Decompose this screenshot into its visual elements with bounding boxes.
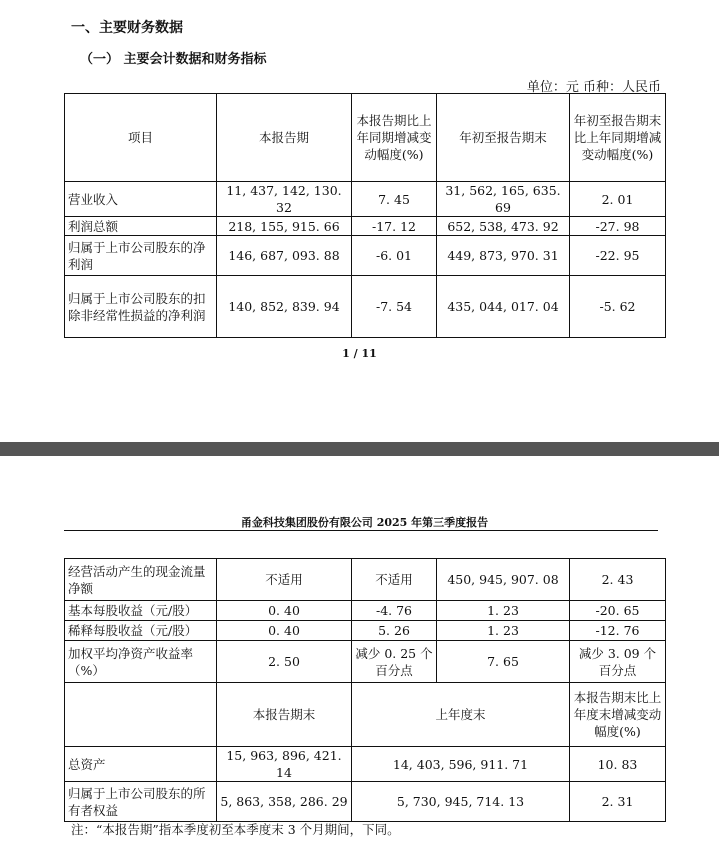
sub-header-period-end: 本报告期末 (217, 683, 352, 747)
row-label: 利润总额 (65, 217, 217, 236)
cell-value: 2. 31 (570, 782, 666, 822)
table-row (65, 236, 666, 276)
cell-value: 1. 23 (437, 601, 570, 621)
header-rule (64, 530, 658, 531)
row-label: 营业收入 (65, 182, 217, 217)
table-row (65, 276, 666, 338)
cell-value: 不适用 (352, 559, 437, 601)
financial-data-table-1 (64, 93, 666, 338)
header-current-change: 本报告期比上年同期增减变动幅度(%) (352, 94, 437, 182)
row-label: 经营活动产生的现金流量净额 (65, 559, 217, 601)
cell-value: 7. 65 (437, 641, 570, 683)
table-row (65, 559, 666, 601)
cell-value: 2. 01 (570, 182, 666, 217)
report-header: 甬金科技集团股份有限公司 2025 年第三季度报告 (240, 516, 489, 529)
section-title: 一、主要财务数据 (71, 20, 183, 36)
table-row (65, 182, 666, 217)
row-label: 归属于上市公司股东的净利润 (65, 236, 217, 276)
cell-value: 435, 044, 017. 04 (437, 276, 570, 338)
cell-value: 652, 538, 473. 92 (437, 217, 570, 236)
table-header-row (65, 94, 666, 182)
sub-header-change: 本报告期末比上年度末增减变动幅度(%) (570, 683, 666, 747)
cell-value: 5. 26 (352, 621, 437, 641)
cell-value: 10. 83 (570, 747, 666, 782)
cell-value: 140, 852, 839. 94 (217, 276, 352, 338)
cell-value: 31, 562, 165, 635. 69 (437, 182, 570, 217)
cell-value: 146, 687, 093. 88 (217, 236, 352, 276)
cell-value: 7. 45 (352, 182, 437, 217)
header-current-period: 本报告期 (217, 94, 352, 182)
header-ytd: 年初至报告期末 (437, 94, 570, 182)
cell-value: 减少 3. 09 个百分点 (570, 641, 666, 683)
subsection-title: （一） 主要会计数据和财务指标 (80, 52, 267, 67)
cell-value: -27. 98 (570, 217, 666, 236)
page-separator (0, 442, 719, 456)
row-label: 加权平均净资产收益率（%） (65, 641, 217, 683)
header-ytd-change: 年初至报告期末比上年同期增减变动幅度(%) (570, 94, 666, 182)
cell-value: -20. 65 (570, 601, 666, 621)
footnote: 注：“本报告期”指本季度初至本季度末 3 个月期间，下同。 (71, 822, 400, 837)
header-item: 项目 (65, 94, 217, 182)
row-label: 基本每股收益（元/股） (65, 601, 217, 621)
table-row (65, 217, 666, 236)
cell-value: -22. 95 (570, 236, 666, 276)
cell-value: 14, 403, 596, 911. 71 (352, 747, 570, 782)
cell-value: 11, 437, 142, 130. 32 (217, 182, 352, 217)
cell-value: 15, 963, 896, 421. 14 (217, 747, 352, 782)
cell-value: 449, 873, 970. 31 (437, 236, 570, 276)
row-label: 稀释每股收益（元/股） (65, 621, 217, 641)
cell-value: -4. 76 (352, 601, 437, 621)
cell-value: -17. 12 (352, 217, 437, 236)
sub-header-prior-year-end: 上年度末 (352, 683, 570, 747)
cell-value: -5. 62 (570, 276, 666, 338)
cell-value: 1. 23 (437, 621, 570, 641)
page-number: 1 / 11 (342, 347, 377, 360)
cell-value: 0. 40 (217, 601, 352, 621)
table-row (65, 641, 666, 683)
sub-header-blank (65, 683, 217, 747)
cell-value: -12. 76 (570, 621, 666, 641)
table-row (65, 601, 666, 621)
cell-value: 5, 863, 358, 286. 29 (217, 782, 352, 822)
cell-value: -6. 01 (352, 236, 437, 276)
row-label: 归属于上市公司股东的扣除非经常性损益的净利润 (65, 276, 217, 338)
financial-data-table-2 (64, 558, 666, 822)
cell-value: 减少 0. 25 个百分点 (352, 641, 437, 683)
cell-value: 0. 40 (217, 621, 352, 641)
unit-currency-line: 单位：元 币种：人民币 (526, 80, 661, 95)
row-label: 归属于上市公司股东的所有者权益 (65, 782, 217, 822)
sub-header-row (65, 683, 666, 747)
cell-value: 不适用 (217, 559, 352, 601)
table-row (65, 747, 666, 782)
row-label: 总资产 (65, 747, 217, 782)
cell-value: -7. 54 (352, 276, 437, 338)
table-row (65, 782, 666, 822)
cell-value: 2. 43 (570, 559, 666, 601)
table-row (65, 621, 666, 641)
cell-value: 5, 730, 945, 714. 13 (352, 782, 570, 822)
cell-value: 450, 945, 907. 08 (437, 559, 570, 601)
cell-value: 218, 155, 915. 66 (217, 217, 352, 236)
cell-value: 2. 50 (217, 641, 352, 683)
